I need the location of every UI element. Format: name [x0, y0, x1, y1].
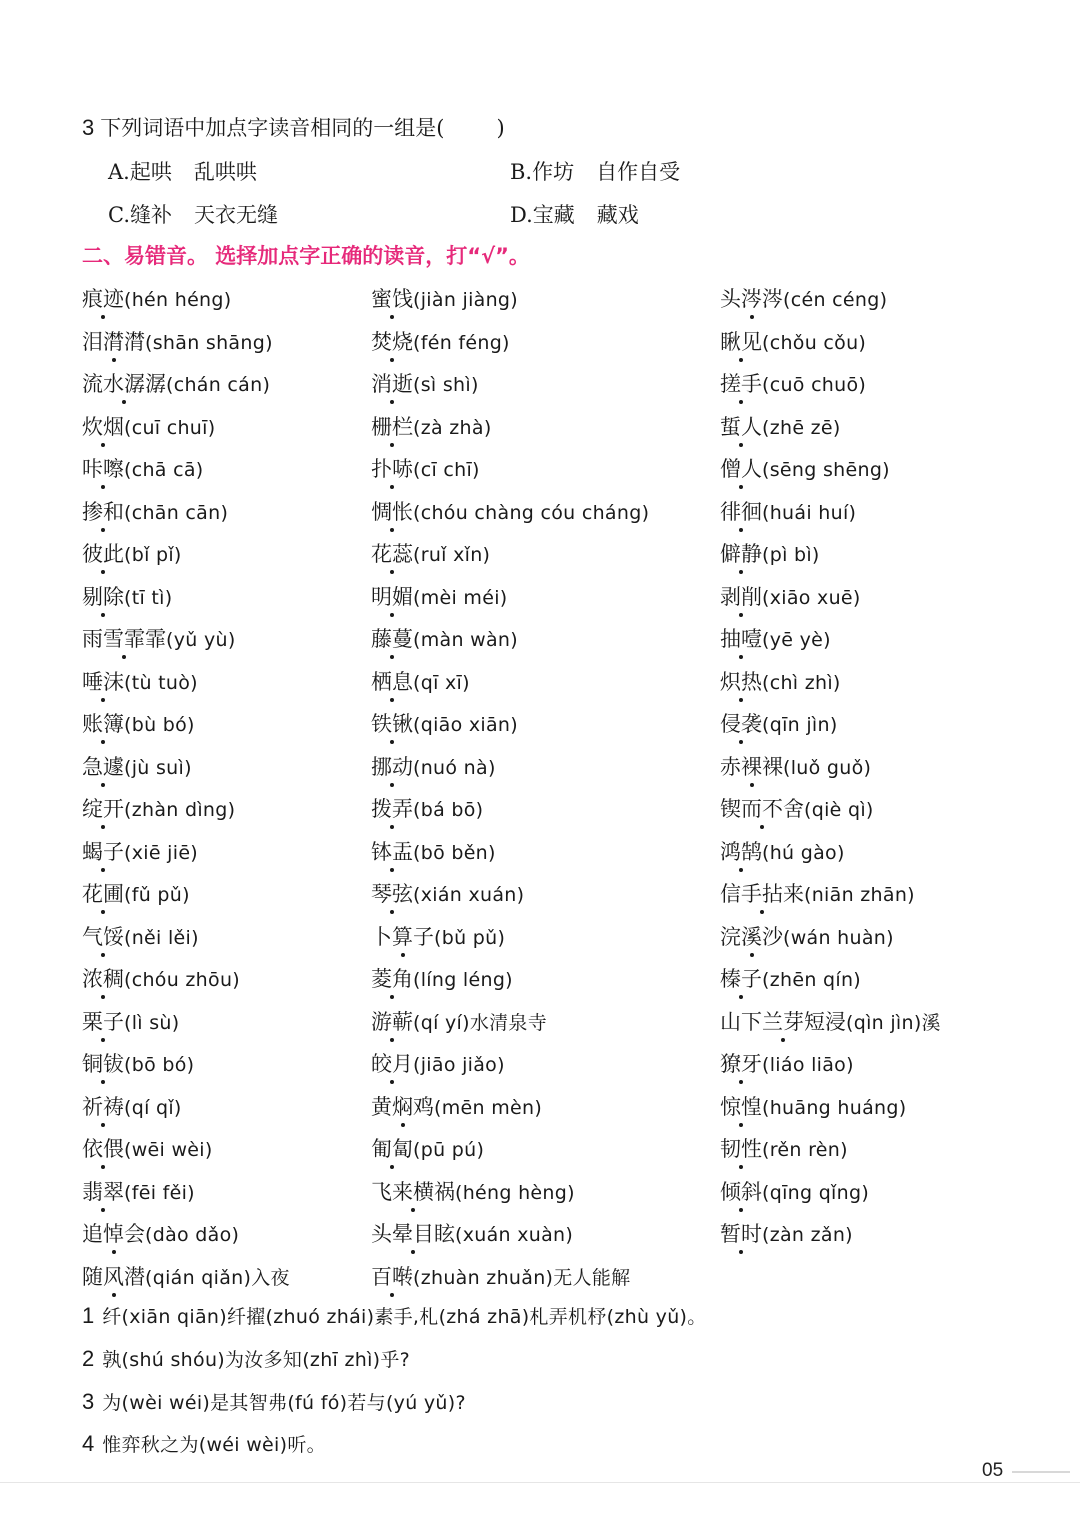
pronunciation-item[interactable] [720, 1132, 848, 1166]
item-pinyin-choices[interactable]: (qí yí)水清泉寺 [413, 1012, 548, 1034]
sentence-text[interactable]: 为(wèi wéi)是其智弗(fú fó)若与(yú yǔ)? [102, 1392, 466, 1414]
pronunciation-item[interactable] [82, 1132, 213, 1166]
item-word: 抽噎 [720, 622, 762, 656]
item-word: 僻静 [720, 537, 762, 571]
pronunciation-item[interactable] [371, 1217, 573, 1251]
item-word: 祈祷 [82, 1090, 124, 1124]
item-pinyin-choices[interactable]: (lì sù) [124, 1012, 180, 1034]
pronunciation-item[interactable] [82, 835, 198, 869]
item-pinyin-choices[interactable]: (héng hèng) [455, 1182, 575, 1204]
item-word: 皎月 [371, 1047, 413, 1081]
item-pinyin-choices[interactable]: (wán huàn) [783, 927, 894, 949]
item-word: 獠牙 [720, 1047, 762, 1081]
pronunciation-item[interactable] [371, 665, 470, 699]
pronunciation-item[interactable] [82, 877, 190, 911]
pronunciation-item[interactable] [82, 962, 240, 996]
item-word: 栖息 [371, 665, 413, 699]
item-word: 雨雪霏霏 [82, 622, 166, 656]
item-pinyin-choices[interactable]: (niān zhān) [804, 884, 915, 906]
item-word: 拨弄 [371, 792, 413, 826]
pronunciation-item[interactable] [720, 792, 874, 826]
question-stem: 下列词语中加点字读音相同的一组是( [100, 116, 445, 140]
pronunciation-item[interactable] [371, 452, 480, 486]
item-pinyin-choices[interactable]: (zà zhà) [413, 417, 492, 439]
item-word: 炽热 [720, 665, 762, 699]
page-bottom-rule [0, 1482, 1080, 1483]
pronunciation-item[interactable] [371, 1260, 630, 1294]
pronunciation-item[interactable] [720, 580, 861, 614]
item-word: 消逝 [371, 367, 413, 401]
pronunciation-item[interactable] [371, 792, 483, 826]
item-word: 百啭 [371, 1260, 413, 1294]
item-pinyin-choices[interactable]: (yǔ yù) [166, 629, 236, 651]
pronunciation-item[interactable] [720, 537, 820, 571]
item-pinyin-choices[interactable]: (bō bó) [124, 1054, 195, 1076]
pronunciation-item[interactable] [82, 367, 270, 401]
item-word: 剔除 [82, 580, 124, 614]
pronunciation-item[interactable] [371, 835, 496, 869]
option-word: 宝藏 [532, 203, 575, 227]
item-pinyin-choices[interactable]: (wēi wèi) [124, 1139, 213, 1161]
item-pinyin-choices[interactable]: (chóu zhōu) [124, 969, 241, 991]
item-pinyin-choices[interactable]: (chǒu cǒu) [762, 332, 867, 354]
option-word: 缝补 [130, 203, 172, 227]
pronunciation-item[interactable] [82, 495, 228, 529]
pronunciation-item[interactable] [82, 537, 182, 571]
question-3 [82, 112, 505, 142]
item-word: 头涔涔 [720, 282, 783, 316]
item-pinyin-choices[interactable]: (màn wàn) [413, 629, 518, 651]
pronunciation-item[interactable] [720, 962, 861, 996]
pronunciation-item[interactable] [82, 792, 235, 826]
sentence-text[interactable]: 孰(shú shóu)为汝多知(zhī zhì)乎? [102, 1349, 411, 1371]
item-word: 蜇人 [720, 410, 762, 444]
item-pinyin-choices[interactable]: (hén héng) [124, 289, 232, 311]
pronunciation-item[interactable] [82, 1005, 179, 1039]
item-pinyin-choices[interactable]: (chān cān) [124, 502, 229, 524]
pronunciation-item[interactable] [371, 325, 510, 359]
pronunciation-item[interactable] [371, 537, 490, 571]
sentence-text[interactable]: 纤(xiān qiān)纤擢(zhuó zhái)素手,札(zhá zhā)札弄机杼(zhù yǔ)。 [102, 1306, 707, 1328]
pronunciation-item[interactable] [82, 1175, 195, 1209]
item-pinyin-choices[interactable]: (liáo liāo) [762, 1054, 854, 1076]
pronunciation-item[interactable] [371, 707, 518, 741]
pronunciation-item[interactable] [82, 1217, 239, 1251]
page-number: 05 [982, 1460, 1004, 1481]
question-close-paren: ) [496, 116, 505, 140]
item-word: 痕迹 [82, 282, 124, 316]
pronunciation-item[interactable] [371, 877, 524, 911]
item-pinyin-choices[interactable]: (zhē zē) [762, 417, 841, 439]
option-word: 藏戏 [596, 203, 639, 227]
item-word: 搓手 [720, 367, 762, 401]
item-word: 绽开 [82, 792, 124, 826]
item-word: 卜算子 [371, 920, 434, 954]
pronunciation-item[interactable] [720, 707, 838, 741]
item-pinyin-choices[interactable]: (xuán xuàn) [455, 1224, 574, 1246]
option-word: 作坊 [532, 160, 575, 184]
item-word: 栅栏 [371, 410, 413, 444]
question-number: 3 [82, 115, 95, 140]
item-word: 唾沫 [82, 665, 124, 699]
item-pinyin-choices[interactable]: (cén céng) [783, 289, 888, 311]
item-word: 气馁 [82, 920, 124, 954]
item-pinyin-choices[interactable]: (qīn jìn) [762, 714, 838, 736]
item-word: 惊惶 [720, 1090, 762, 1124]
item-word: 铜钹 [82, 1047, 124, 1081]
item-word: 流水潺潺 [82, 367, 166, 401]
pronunciation-item[interactable] [720, 622, 831, 656]
item-pinyin-choices[interactable]: (hú gào) [762, 842, 845, 864]
item-word: 赤裸裸 [720, 750, 783, 784]
item-pinyin-choices[interactable]: (bǔ pǔ) [434, 927, 506, 949]
item-word: 掺和 [82, 495, 124, 529]
pronunciation-item[interactable] [371, 1090, 542, 1124]
item-pinyin-choices[interactable]: (xiē jiē) [124, 842, 199, 864]
option-word: 乱哄哄 [193, 160, 257, 184]
item-word: 蝎子 [82, 835, 124, 869]
option-word: 起哄 [129, 160, 172, 184]
item-word: 匍匐 [371, 1132, 413, 1166]
item-word: 信手拈来 [720, 877, 804, 911]
sentence-3 [82, 1388, 466, 1415]
pronunciation-item[interactable] [371, 367, 479, 401]
item-pinyin-choices[interactable]: (zàn zǎn) [762, 1224, 853, 1246]
sentence-text[interactable]: 惟弈秋之为(wéi wèi)听。 [102, 1434, 326, 1456]
option-label: A. [108, 160, 130, 184]
item-word: 飞来横祸 [371, 1175, 455, 1209]
sentence-1 [82, 1302, 707, 1329]
item-word: 鸿鹄 [720, 835, 762, 869]
item-pinyin-choices[interactable]: (chóu chàng cóu cháng) [413, 502, 650, 524]
item-pinyin-choices[interactable]: (chán cán) [166, 374, 271, 396]
item-pinyin-choices[interactable]: (huāng huáng) [762, 1097, 907, 1119]
item-word: 花圃 [82, 877, 124, 911]
pronunciation-item[interactable] [720, 495, 856, 529]
option-b[interactable] [510, 156, 680, 186]
item-word: 依偎 [82, 1132, 124, 1166]
item-word: 锲而不舍 [720, 792, 804, 826]
item-word: 榛子 [720, 962, 762, 996]
pronunciation-item[interactable] [720, 665, 841, 699]
item-pinyin-choices[interactable]: (mēn mèn) [434, 1097, 543, 1119]
item-pinyin-choices[interactable]: (sì shì) [413, 374, 479, 396]
pronunciation-item[interactable] [82, 1047, 194, 1081]
item-pinyin-choices[interactable]: (yē yè) [762, 629, 831, 651]
item-pinyin-choices[interactable]: (ruǐ xǐn) [413, 544, 491, 566]
pronunciation-item[interactable] [82, 1260, 290, 1294]
pronunciation-item[interactable] [82, 707, 195, 741]
item-word: 咔嚓 [82, 452, 124, 486]
item-pinyin-choices[interactable]: (rěn rèn) [762, 1139, 848, 1161]
item-word: 暂时 [720, 1217, 762, 1251]
item-pinyin-choices[interactable]: (qiè qì) [804, 799, 874, 821]
pronunciation-item[interactable] [371, 282, 518, 316]
option-label: C. [108, 203, 130, 227]
item-pinyin-choices[interactable]: (chā cā) [124, 459, 204, 481]
item-pinyin-choices[interactable]: (tī tì) [124, 587, 173, 609]
item-word: 花蕊 [371, 537, 413, 571]
pronunciation-item[interactable] [371, 962, 513, 996]
pronunciation-item[interactable] [82, 410, 215, 444]
sentence-2 [82, 1345, 410, 1372]
pronunciation-item[interactable] [720, 920, 894, 954]
pronunciation-item[interactable] [82, 622, 236, 656]
item-word: 浣溪沙 [720, 920, 783, 954]
item-pinyin-choices[interactable]: (jiāo jiǎo) [413, 1054, 505, 1076]
item-word: 山下兰芽短浸 [720, 1005, 846, 1039]
pronunciation-item[interactable] [82, 750, 192, 784]
sentence-4 [82, 1430, 326, 1457]
sentence-number: 1 [82, 1303, 95, 1328]
item-word: 扑哧 [371, 452, 413, 486]
option-word: 天衣无缝 [194, 203, 278, 227]
item-word: 韧性 [720, 1132, 762, 1166]
item-word: 蜜饯 [371, 282, 413, 316]
item-word: 炊烟 [82, 410, 124, 444]
option-label: B. [510, 160, 533, 184]
item-word: 随风潜 [82, 1260, 145, 1294]
item-word: 翡翠 [82, 1175, 124, 1209]
item-word: 剥削 [720, 580, 762, 614]
item-pinyin-choices[interactable]: (jiàn jiàng) [413, 289, 519, 311]
item-pinyin-choices[interactable]: (xiāo xuē) [762, 587, 861, 609]
item-word: 瞅见 [720, 325, 762, 359]
option-d[interactable] [510, 199, 639, 229]
pronunciation-item[interactable] [82, 282, 231, 316]
option-label: D. [510, 203, 533, 227]
pronunciation-item[interactable] [720, 750, 871, 784]
pronunciation-item[interactable] [720, 410, 841, 444]
item-pinyin-choices[interactable]: (fǔ pǔ) [124, 884, 190, 906]
sentence-number: 2 [82, 1346, 95, 1371]
pronunciation-item[interactable] [371, 1132, 484, 1166]
item-word: 僧人 [720, 452, 762, 486]
item-word: 游蕲 [371, 1005, 413, 1039]
item-word: 倾斜 [720, 1175, 762, 1209]
item-word: 浓稠 [82, 962, 124, 996]
item-pinyin-choices[interactable]: (jù suì) [124, 757, 192, 779]
item-pinyin-choices[interactable]: (bō běn) [413, 842, 496, 864]
item-pinyin-choices[interactable]: (qiāo xiān) [413, 714, 518, 736]
item-pinyin-choices[interactable]: (dào dǎo) [145, 1224, 240, 1246]
item-pinyin-choices[interactable]: (chì zhì) [762, 672, 841, 694]
pronunciation-item[interactable] [720, 1090, 906, 1124]
pronunciation-item[interactable] [371, 410, 492, 444]
option-a[interactable] [108, 156, 257, 186]
pronunciation-item[interactable] [720, 452, 890, 486]
pronunciation-item[interactable] [371, 495, 649, 529]
option-c[interactable] [108, 199, 278, 229]
item-pinyin-choices[interactable]: (cī chī) [413, 459, 480, 481]
item-pinyin-choices[interactable]: (líng léng) [413, 969, 513, 991]
pronunciation-item[interactable] [82, 1090, 182, 1124]
item-word: 挪动 [371, 750, 413, 784]
pronunciation-item[interactable] [720, 325, 866, 359]
pronunciation-item[interactable] [720, 1217, 853, 1251]
item-pinyin-choices[interactable]: (zhēn qín) [762, 969, 861, 991]
pronunciation-item[interactable] [371, 1175, 575, 1209]
pronunciation-item[interactable] [82, 580, 172, 614]
pronunciation-item[interactable] [720, 282, 887, 316]
item-word: 黄焖鸡 [371, 1090, 434, 1124]
item-pinyin-choices[interactable]: (pì bì) [762, 544, 820, 566]
item-word: 惆怅 [371, 495, 413, 529]
pronunciation-item[interactable] [720, 1047, 854, 1081]
item-pinyin-choices[interactable]: (bù bó) [124, 714, 195, 736]
pronunciation-item[interactable] [371, 580, 508, 614]
item-pinyin-choices[interactable]: (nuó nà) [413, 757, 496, 779]
item-pinyin-choices[interactable]: (zhàn dìng) [124, 799, 236, 821]
item-pinyin-choices[interactable]: (xián xuán) [413, 884, 525, 906]
item-word: 焚烧 [371, 325, 413, 359]
item-pinyin-choices[interactable]: (sēng shēng) [762, 459, 890, 481]
item-pinyin-choices[interactable]: (cuō chuō) [762, 374, 867, 396]
pronunciation-item[interactable] [720, 367, 866, 401]
pronunciation-item[interactable] [82, 452, 204, 486]
item-pinyin-choices[interactable]: (qí qǐ) [124, 1097, 182, 1119]
item-word: 急遽 [82, 750, 124, 784]
item-pinyin-choices[interactable]: (qìn jìn)溪 [846, 1012, 941, 1034]
item-pinyin-choices[interactable]: (cuī chuī) [124, 417, 216, 439]
item-word: 琴弦 [371, 877, 413, 911]
item-pinyin-choices[interactable]: (shān shāng) [145, 332, 273, 354]
pronunciation-item[interactable] [82, 920, 199, 954]
item-pinyin-choices[interactable]: (tù tuò) [124, 672, 198, 694]
item-word: 钵盂 [371, 835, 413, 869]
pronunciation-item[interactable] [371, 622, 518, 656]
item-word: 侵袭 [720, 707, 762, 741]
pronunciation-item[interactable] [720, 877, 915, 911]
item-pinyin-choices[interactable]: (mèi méi) [413, 587, 508, 609]
pronunciation-item[interactable] [720, 835, 845, 869]
item-word: 彼此 [82, 537, 124, 571]
item-word: 明媚 [371, 580, 413, 614]
pronunciation-item[interactable] [371, 920, 505, 954]
item-word: 铁锹 [371, 707, 413, 741]
item-pinyin-choices[interactable]: (qī xī) [413, 672, 470, 694]
item-pinyin-choices[interactable]: (qián qiǎn)入夜 [145, 1267, 290, 1289]
item-pinyin-choices[interactable]: (bǐ pǐ) [124, 544, 182, 566]
item-pinyin-choices[interactable]: (něi lěi) [124, 927, 199, 949]
item-pinyin-choices[interactable]: (pū pú) [413, 1139, 485, 1161]
item-pinyin-choices[interactable]: (bá bō) [413, 799, 484, 821]
item-word: 栗子 [82, 1005, 124, 1039]
section-heading: 二、易错音。 选择加点字正确的读音，打“√”。 [82, 244, 530, 268]
item-word: 泪潸潸 [82, 325, 145, 359]
item-word: 头晕目眩 [371, 1217, 455, 1251]
item-pinyin-choices[interactable]: (luǒ guǒ) [783, 757, 872, 779]
item-pinyin-choices[interactable]: (fén féng) [413, 332, 510, 354]
sentence-number: 4 [82, 1431, 95, 1456]
item-pinyin-choices[interactable]: (huái huí) [762, 502, 857, 524]
pronunciation-item[interactable] [371, 750, 496, 784]
item-pinyin-choices[interactable]: (zhuàn zhuǎn)无人能解 [413, 1267, 631, 1289]
item-word: 账簿 [82, 707, 124, 741]
item-pinyin-choices[interactable]: (qīng qǐng) [762, 1182, 870, 1204]
sentence-number: 3 [82, 1389, 95, 1414]
item-word: 徘徊 [720, 495, 762, 529]
pronunciation-item[interactable] [720, 1175, 869, 1209]
pronunciation-item[interactable] [82, 665, 198, 699]
pronunciation-item[interactable] [371, 1047, 505, 1081]
pronunciation-item[interactable] [82, 325, 273, 359]
item-word: 菱角 [371, 962, 413, 996]
pronunciation-item[interactable] [371, 1005, 547, 1039]
item-word: 追悼会 [82, 1217, 145, 1251]
item-pinyin-choices[interactable]: (fēi fěi) [124, 1182, 195, 1204]
option-word: 自作自受 [596, 160, 681, 184]
page-number-rule [1012, 1471, 1070, 1473]
item-word: 藤蔓 [371, 622, 413, 656]
pronunciation-item[interactable] [720, 1005, 941, 1039]
